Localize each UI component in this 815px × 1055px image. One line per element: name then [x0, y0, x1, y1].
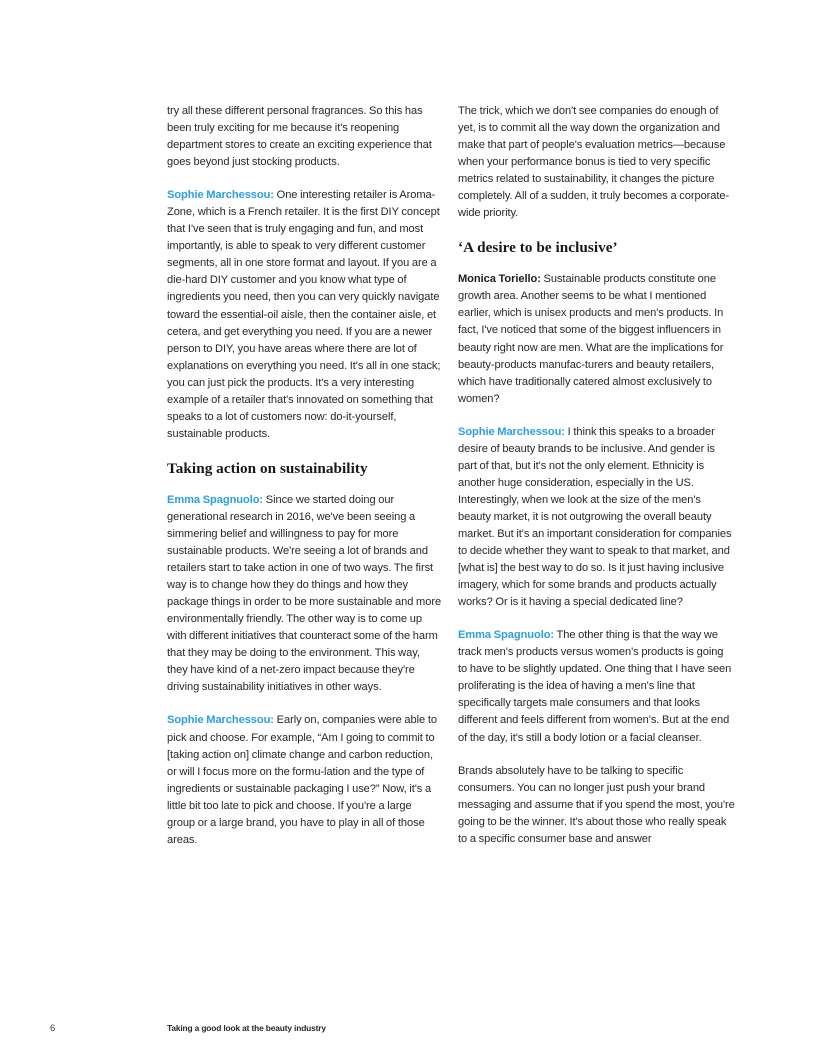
footer-document-title: Taking a good look at the beauty industry — [167, 1023, 326, 1033]
paragraph — [167, 712, 442, 848]
speaker-label: Monica Toriello: — [458, 273, 541, 286]
paragraph-text: I think this speaks to a broader desire of beauty brands to be inclusive. And gender is part of that, but it's not the only element. Ethnicity is another huge consideration, especially in the US. Interestingly, when we look at the size of the men's beauty market, it is not outgrowing the overall beauty market. But it's an important consideration for companies to decide whether they want to speak to that market, and [what is] the best way to do so. Is it just having inclusive imagery, which for some brands and products actually works? Or is it having a special dedicated line? — [458, 425, 732, 609]
paragraph — [167, 187, 442, 443]
paragraph — [458, 763, 735, 848]
right-column — [458, 103, 735, 849]
section-heading-desire-inclusive: ‘A desire to be inclusive’ — [458, 239, 618, 257]
page-footer — [0, 1020, 815, 1044]
paragraph-text: The trick, which we don't see companies do enough of yet, is to commit all the way down the organization and make that part of people's evaluation metrics—because when your performance bonus is tied to very specific metrics related to sustainability, it changes the picture completely. All of a sudden, it truly becomes a corporate-wide priority. — [458, 105, 730, 220]
paragraph-text: One interesting retailer is Aroma-Zone, which is a French retailer. It is the first DIY concept that I've seen that is truly engaging and fun, and most importantly, is able to speak to very different customer segments, all in one store format and layout. If you are a die-hard DIY customer and you know what type of ingredients you need, then you can very quickly navigate toward the essential-oil aisle, then the container aisle, et cetera, and get everything you need. If you are a newer person to DIY, you have areas where there are lot of explanations on everything you need. It's all in one stack; you can just pick the products. It's a very interesting example of a retailer that's innovated on something that speaks to a lot of customers now: do-it-yourself, sustainable products. — [167, 189, 441, 440]
speaker-label: Sophie Marchessou: — [167, 189, 274, 202]
paragraph — [458, 627, 735, 746]
paragraph — [458, 271, 735, 407]
paragraph — [458, 424, 735, 612]
two-column-body — [167, 103, 735, 849]
paragraph — [167, 103, 442, 171]
paragraph-text: Brands absolutely have to be talking to specific consumers. You can no longer just push your brand messaging and assume that if you spend the most, you're going to be the winner. It's about those who really speak to a specific consumer base and answer — [458, 764, 735, 845]
paragraph-text: The other thing is that the way we track men's products versus women's products is going to have to be slightly updated. One thing that I have seen proliferating is the idea of having a men's line that specifically targets male consumers and that looks different and feels different from women's. But at the end of the day, it's still a body lotion or a facial cleanser. — [458, 629, 732, 744]
paragraph-text: Early on, companies were able to pick and choose. For example, “Am I going to commit to [taking action on] climate change and carbon reduction, or will I focus more on the formu-lation and the type of ingredients or sustainable packaging I use?” Now, it's a little bit too late to pick and choose. If you're a large group or a large brand, you have to play in all of those areas. — [167, 714, 437, 846]
paragraph — [167, 492, 442, 697]
speaker-label: Emma Spagnuolo: — [167, 493, 264, 506]
section-heading-taking-action: Taking action on sustainability — [167, 459, 368, 477]
speaker-label: Emma Spagnuolo: — [458, 629, 555, 642]
paragraph-text: Since we started doing our generational research in 2016, we've been seeing a simmering belief and willingness to pay for more sustainable products. We're seeing a lot of brands and retailers start to take action in one of two ways. The first way is to change how they do things and how they package things in order to be more sustainable and more environmentally friendly. The other way is to come up with different initiatives that counteract some of the harm that they may be doing to the environment. This way, they have kind of a net-zero impact because they're driving sustainability initiatives in other ways. — [167, 493, 442, 694]
left-column — [167, 103, 442, 849]
paragraph-text: Sustainable products constitute one growth area. Another seems to be what I mentioned earlier, which is unisex products and men's products. In fact, I've noticed that some of the biggest influencers in beauty right now are men. What are the implications for beauty-products manufac-turers and beauty retailers, which have traditionally catered almost exclusively to women? — [458, 273, 724, 405]
speaker-label: Sophie Marchessou: — [458, 425, 565, 438]
paragraph-text: try all these different personal fragrances. So this has been truly exciting for me because it's reopening department stores to create an exciting experience that goes beyond just stocking products. — [167, 105, 432, 169]
paragraph — [458, 103, 735, 222]
page-number: 6 — [50, 1023, 56, 1034]
speaker-label: Sophie Marchessou: — [167, 714, 274, 727]
